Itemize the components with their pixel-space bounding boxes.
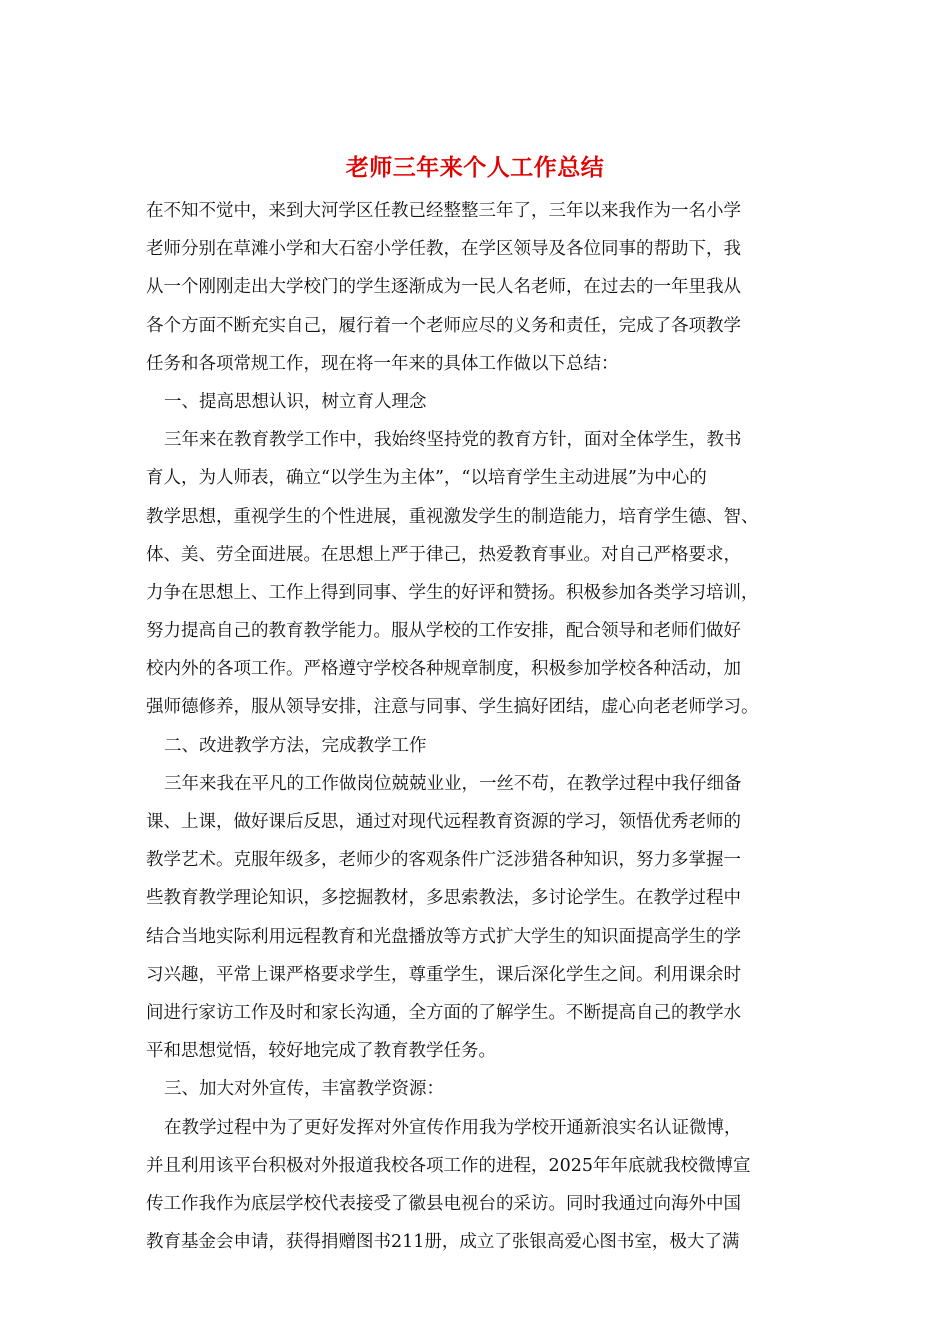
text-line: 教学艺术。克服年级多，老师少的客观条件广泛涉猎各种知识，努力多掌握一 — [146, 850, 741, 871]
text-line: 结合当地实际利用远程教育和光盘播放等方式扩大学生的知识面提高学生的学 — [146, 926, 741, 947]
text-line: 体、美、劳全面进展。在思想上严于律己，热爱教育事业。对自己严格要求， — [146, 544, 741, 565]
text-line: 并且利用该平台积极对外报道我校各项工作的进程，2025年年底就我校微博宣 — [146, 1155, 751, 1176]
page-title: 老师三年来个人工作总结 — [345, 154, 605, 181]
text-line: 在教学过程中为了更好发挥对外宣传作用我为学校开通新浪实名认证微博， — [164, 1117, 742, 1138]
text-line: 传工作我作为底层学校代表接受了徽县电视台的采访。同时我通过向海外中国 — [146, 1193, 741, 1214]
text-line: 任务和各项常规工作，现在将一年来的具体工作做以下总结： — [146, 353, 619, 374]
text-line: 育人，为人师表，确立“以学生为主体”，“以培育学生主动进展”为中心的 — [146, 468, 707, 489]
text-line: 些教育教学理论知识，多挖掘教材，多思索教法，多讨论学生。在教学过程中 — [146, 888, 741, 909]
text-line: 习兴趣，平常上课严格要求学生，尊重学生，课后深化学生之间。利用课余时 — [146, 964, 741, 985]
section-heading: 一、提高思想认识，树立育人理念 — [164, 391, 427, 412]
text-line: 各个方面不断充实自己，履行着一个老师应尽的义务和责任，完成了各项教学 — [146, 315, 741, 336]
section-heading: 二、改进教学方法，完成教学工作 — [164, 735, 427, 756]
document-body — [146, 192, 806, 1261]
text-line: 努力提高自己的教育教学能力。服从学校的工作安排，配合领导和老师们做好 — [146, 621, 741, 642]
text-line: 平和思想觉悟，较好地完成了教育教学任务。 — [146, 1041, 496, 1062]
text-line: 老师分别在草滩小学和大石窑小学任教，在学区领导及各位同事的帮助下，我 — [146, 239, 741, 260]
text-line: 间进行家访工作及时和家长沟通，全方面的了解学生。不断提高自己的教学水 — [146, 1002, 741, 1023]
text-line: 三年来在教育教学工作中，我始终坚持党的教育方针，面对全体学生，教书 — [164, 430, 742, 451]
text-line: 教学思想，重视学生的个性进展，重视激发学生的制造能力，培育学生德、智、 — [146, 506, 759, 527]
text-line: 三年来我在平凡的工作做岗位兢兢业业，一丝不苟，在教学过程中我仔细备 — [164, 773, 742, 794]
text-line: 教育基金会申请，获得捐赠图书211册，成立了张银高爱心图书室，极大了满 — [146, 1232, 740, 1253]
text-line: 在不知不觉中，来到大河学区任教已经整整三年了，三年以来我作为一名小学 — [146, 201, 741, 221]
text-line: 从一个刚刚走出大学校门的学生逐渐成为一民人名老师，在过去的一年里我从 — [146, 277, 741, 298]
section-heading: 三、加大对外宣传，丰富教学资源： — [164, 1079, 444, 1100]
text-line: 课、上课，做好课后反思，通过对现代远程教育资源的学习，领悟优秀老师的 — [146, 812, 741, 832]
text-line: 校内外的各项工作。严格遵守学校各种规章制度，积极参加学校各种活动，加 — [146, 659, 741, 680]
text-line: 力争在思想上、工作上得到同事、学生的好评和赞扬。积极参加各类学习培训， — [146, 582, 759, 603]
text-line: 强师德修养，服从领导安排，注意与同事、学生搞好团结，虚心向老老师学习。 — [146, 697, 759, 718]
